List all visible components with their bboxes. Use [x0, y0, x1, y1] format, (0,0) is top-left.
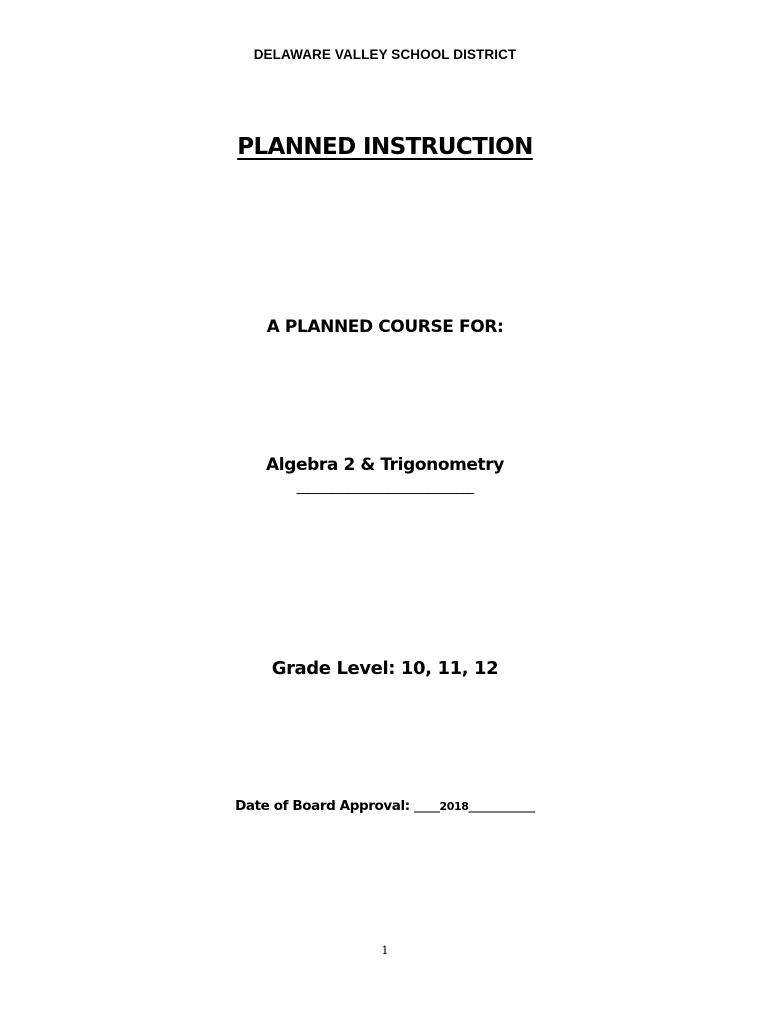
grade-level: Grade Level: 10, 11, 12 [271, 658, 499, 679]
course-name-underline: _______________________________ [296, 480, 474, 495]
course-name: Algebra 2 & Trigonometry [266, 455, 504, 475]
board-approval [0, 798, 770, 814]
board-approval-value: _____2018_____________ [414, 800, 535, 813]
page-title [0, 134, 770, 160]
district-name: DELAWARE VALLEY SCHOOL DISTRICT [253, 47, 517, 62]
board-approval-label: Date of Board Approval: [235, 798, 410, 814]
course-heading: A PLANNED COURSE FOR: [266, 317, 504, 337]
page-number: 1 [381, 944, 389, 957]
page-title-text: PLANNED INSTRUCTION [237, 134, 533, 160]
